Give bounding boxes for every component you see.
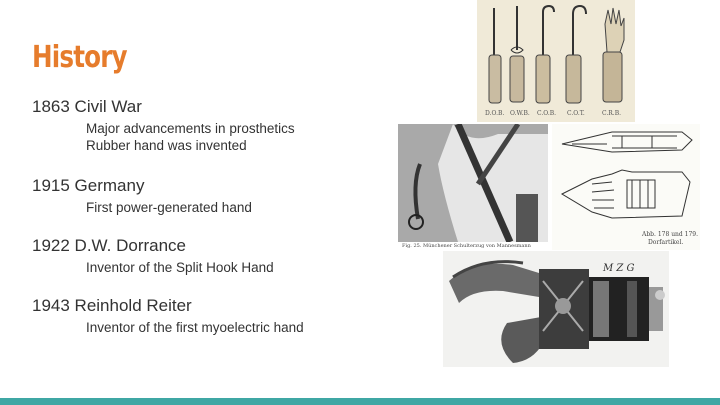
entry-detail: First power-generated hand [86,200,252,215]
entry-1922 [32,236,274,276]
myoelectric-hand-photo [443,251,669,367]
entry-1863 [32,97,295,154]
svg-text:Abb. 178 und 179.: Abb. 178 und 179. [642,231,699,238]
svg-text:O.W.B.: O.W.B. [510,110,530,117]
entry-heading: 1922 D.W. Dorrance [32,236,187,255]
svg-text:Dorfartikel.: Dorfartikel. [648,239,684,246]
slide-title: History [32,40,127,75]
harness-prosthesis-photo [398,124,548,249]
svg-text:C.O.T.: C.O.T. [567,110,585,117]
svg-text:D.O.B.: D.O.B. [485,110,505,117]
entry-heading: 1943 Reinhold Reiter [32,296,192,315]
mechanical-hand-diagram [552,124,700,250]
svg-text:M Z G: M Z G [603,263,635,274]
entry-heading: 1915 Germany [32,176,145,195]
entry-1915 [32,176,252,216]
prosthetic-attachments-image [477,0,635,122]
entry-heading: 1863 Civil War [32,97,142,116]
svg-text:C.O.B.: C.O.B. [537,110,557,117]
svg-text:C.R.B.: C.R.B. [602,110,622,117]
entry-1943 [32,296,304,336]
entry-detail: Inventor of the Split Hook Hand [86,260,274,275]
entry-detail: Inventor of the first myoelectric hand [86,320,304,335]
bottom-accent-bar [0,398,720,405]
entry-detail: Rubber hand was invented [86,138,247,153]
entry-detail: Major advancements in prosthetics [86,121,295,136]
svg-text:Fig. 25. Münchener Schulterzug: Fig. 25. Münchener Schulterzug von Mannesmann [402,243,531,249]
